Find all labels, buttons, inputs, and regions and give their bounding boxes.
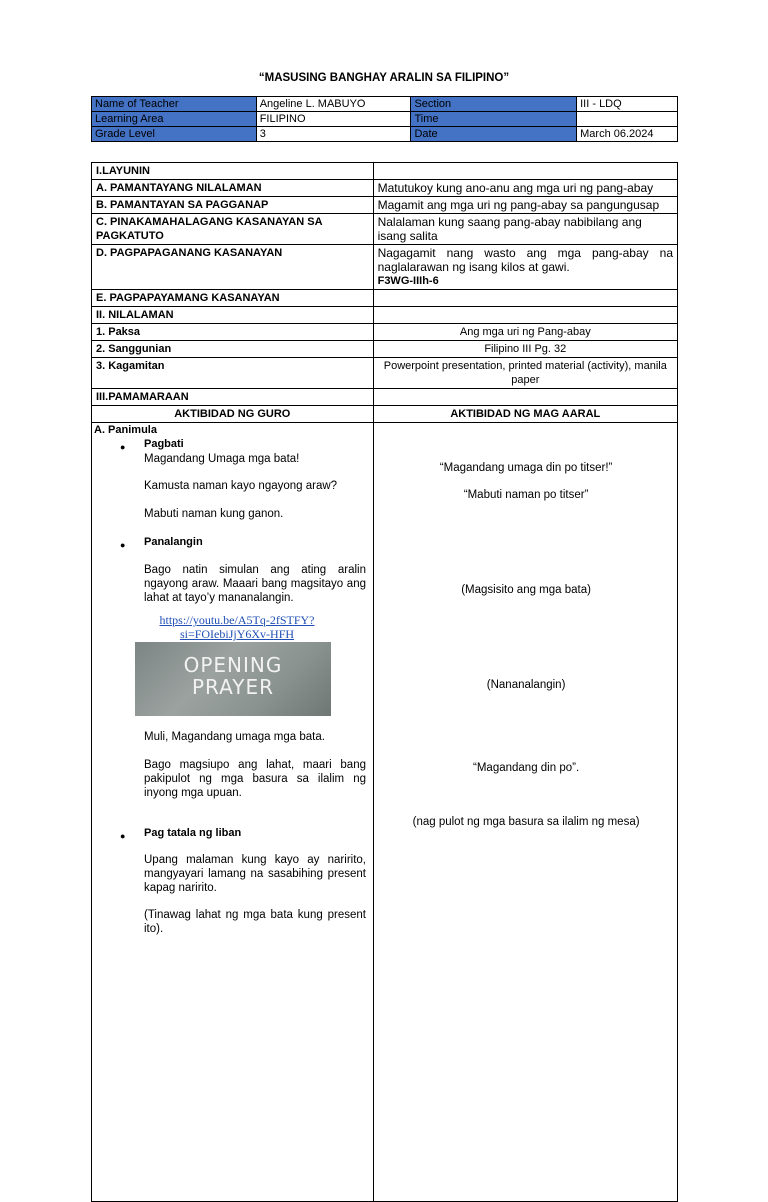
table-row [92,307,678,324]
table-row [92,245,678,290]
guro-line: (Tinawag lahat ng mga bata kung present ito). [144,909,366,935]
panimula-heading: A. Panimula [94,424,157,436]
header-value: III - LDQ [577,97,678,112]
header-row [92,97,678,112]
guro-line: Mabuti naman kung ganon. [144,508,284,520]
guro-line: Upang malaman kung kayo ay naririto, mangyayari lamang na sasabihing present kapag naririto. [144,854,366,894]
row-label: E. PAGPAPAYAMANG KASANAYAN [92,290,374,307]
competency-code: F3WG-IIIh-6 [377,275,439,287]
header-row [92,112,678,127]
header-value [577,112,678,127]
guro-activity-cell [92,423,374,1202]
guro-line: Muli, Magandang umaga mga bata. [144,731,325,743]
row-value: Nagagamit nang wasto ang mga pang-abay na naglalarawan ng isang kilos at gawi. [377,246,673,274]
header-label: Date [411,127,577,142]
aaral-line: “Magandang umaga din po titser!” [439,462,613,474]
header-value: 3 [256,127,411,142]
table-row [92,214,678,245]
table-row [92,180,678,197]
table-row [92,341,678,358]
tatala-heading: Pag tatala ng liban [144,827,242,839]
table-row [92,389,678,406]
guro-line: Magandang Umaga mga bata! [144,453,300,465]
header-label: Learning Area [92,112,257,127]
section-heading: III.PAMAMARAAN [92,389,374,406]
opening-prayer-image [135,642,331,716]
section-heading: II. NILALAMAN [92,307,374,324]
row-value: Magamit ang mga uri ng pang-abay sa pangungusap [373,197,677,214]
bullet-icon: ● [120,540,126,550]
pagbati-heading: Pagbati [144,438,184,450]
plan-table [91,162,678,1202]
image-caption: OPENING [183,653,283,677]
header-label: Time [411,112,577,127]
header-label: Section [411,97,577,112]
header-value: FILIPINO [256,112,411,127]
bullet-icon: ● [120,442,126,452]
column-header-aaral: AKTIBIDAD NG MAG AARAL [373,406,677,423]
table-row [92,324,678,341]
section-heading: I.LAYUNIN [92,163,374,180]
aaral-line: (Nananalangin) [486,679,566,691]
row-label: C. PINAKAMAHALAGANG KASANAYAN SA PAGKATUTO [92,214,374,245]
table-row [92,290,678,307]
aaral-line: (Magsisito ang mga bata) [461,584,591,596]
aaral-activity-cell [373,423,677,1202]
table-row [92,163,678,180]
bullet-icon: ● [120,831,126,841]
row-label: D. PAGPAPAGANANG KASANAYAN [92,245,374,290]
header-value: Angeline L. MABUYO [256,97,411,112]
row-label: B. PAMANTAYAN SA PAGGANAP [92,197,374,214]
row-value: Ang mga uri ng Pang-abay [373,324,677,341]
aaral-line: “Magandang din po”. [473,762,580,774]
row-label: 2. Sanggunian [92,341,374,358]
header-label: Grade Level [92,127,257,142]
row-value: Matutukoy kung ano-anu ang mga uri ng pang-abay [373,180,677,197]
prayer-video-link[interactable]: https://youtu.be/A5Tq-2fSTFY? si=FOIebiJjY6Xv-HFH [159,613,315,641]
header-label: Name of Teacher [92,97,257,112]
row-value: Powerpoint presentation, printed material (activity), manila paper [373,358,677,389]
aaral-line: “Mabuti naman po titser” [463,489,589,501]
header-value: March 06.2024 [577,127,678,142]
aaral-line: (nag pulot ng mga basura sa ilalim ng mesa) [412,816,640,828]
image-caption: PRAYER [191,675,275,699]
table-row [92,406,678,423]
row-label: 3. Kagamitan [92,358,374,389]
guro-line: Bago natin simulan ang ating aralin ngayong araw. Maaari bang magsitayo ang lahat at tayo’y mananalangin. [144,564,366,604]
row-label: A. PAMANTAYANG NILALAMAN [92,180,374,197]
table-row [92,197,678,214]
row-value: Filipino III Pg. 32 [373,341,677,358]
table-row [92,423,678,1202]
row-value: Nalalaman kung saang pang-abay nabibilang ang isang salita [373,214,677,245]
table-row [92,358,678,389]
panalangin-heading: Panalangin [144,536,203,548]
page-title: “MASUSING BANGHAY ARALIN SA FILIPINO” [258,72,510,84]
column-header-guro: AKTIBIDAD NG GURO [92,406,374,423]
guro-line: Kamusta naman kayo ngayong araw? [144,480,338,492]
header-table [91,96,678,142]
row-label: 1. Paksa [92,324,374,341]
guro-line: Bago magsiupo ang lahat, maari bang pakipulot ng mga basura sa ilalim ng inyong mga upuan. [144,759,366,799]
header-row [92,127,678,142]
